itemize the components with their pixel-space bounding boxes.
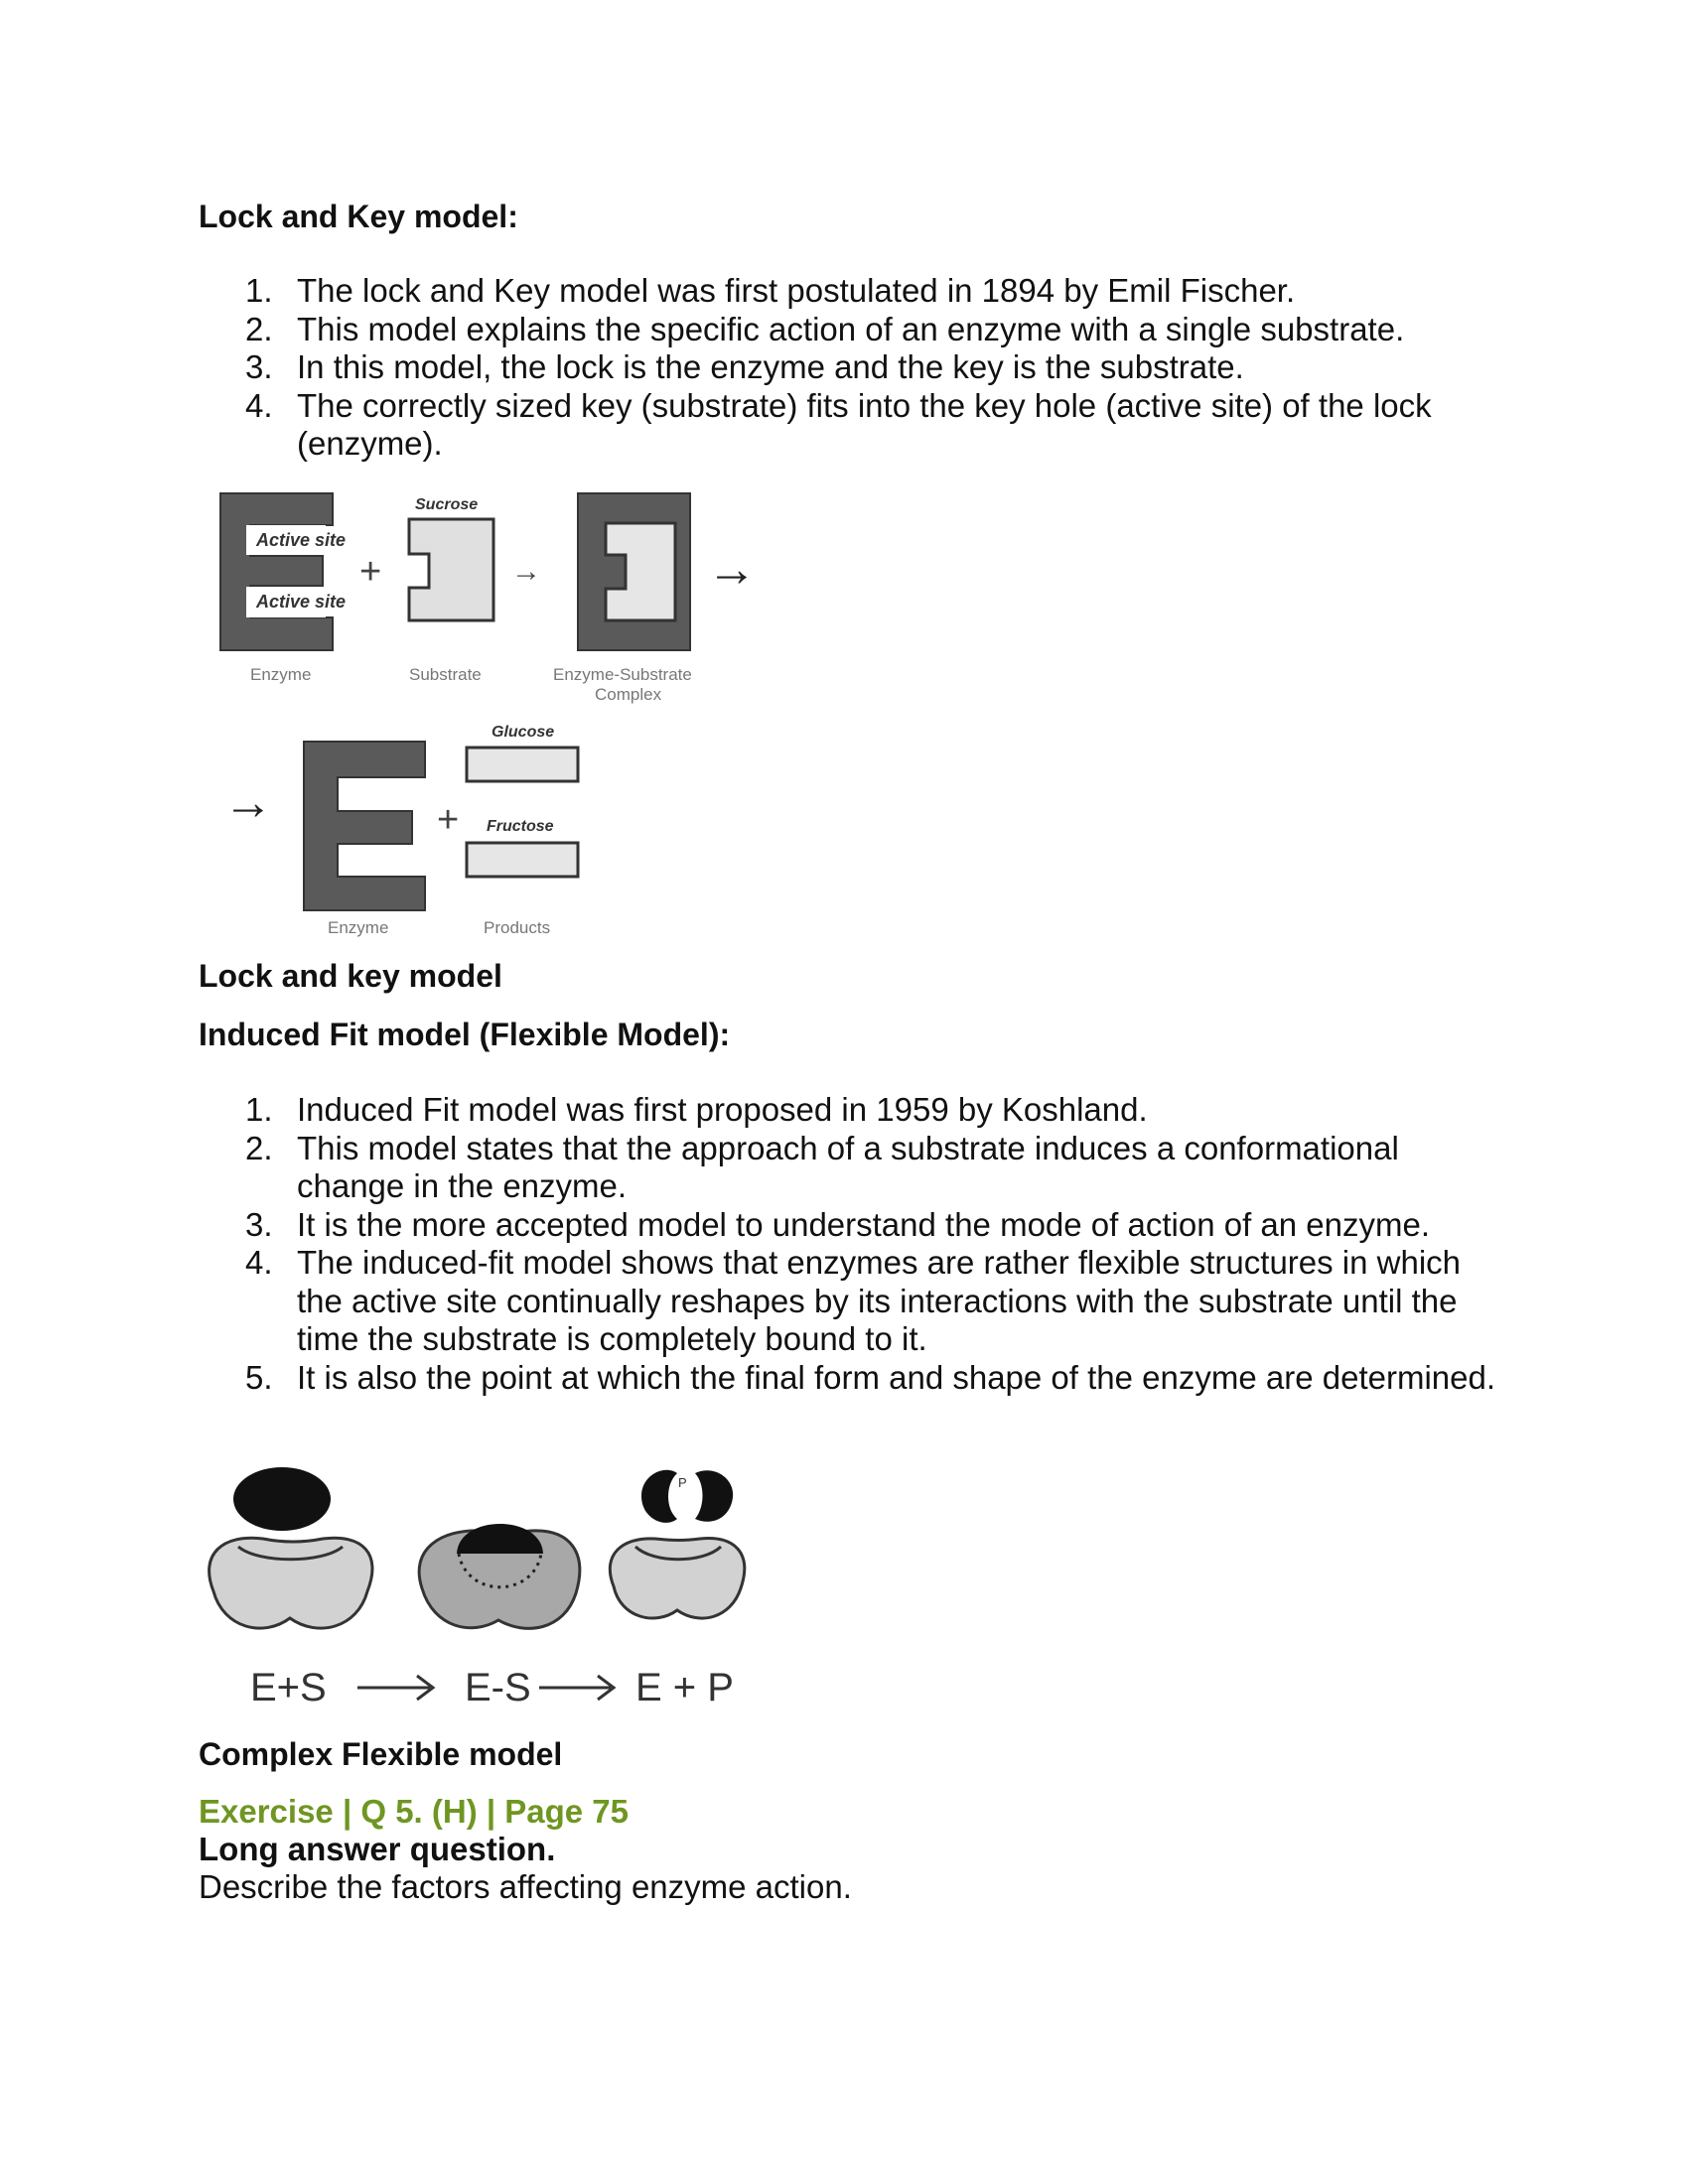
- bound-substrate: [457, 1524, 543, 1554]
- question-text: Describe the factors affecting enzyme action.: [199, 1868, 852, 1905]
- es-label: E+S: [250, 1666, 327, 1709]
- exercise-heading: Exercise | Q 5. (H) | Page 75: [199, 1793, 630, 1830]
- induced-fit-list: [199, 1091, 1509, 1397]
- enzyme-label: Enzyme: [328, 918, 389, 937]
- plus-sign: +: [359, 551, 382, 593]
- plus-sign: +: [437, 799, 460, 841]
- arrow-icon: [539, 1676, 614, 1700]
- induced-fit-diagram: [199, 1459, 774, 1727]
- enzyme-label: Enzyme: [250, 665, 312, 684]
- list-item: [199, 1244, 1509, 1359]
- arrow-icon: →: [223, 774, 273, 830]
- list-item: [199, 1359, 1509, 1398]
- fructose-label: Fructose: [487, 818, 554, 835]
- fructose-product: [467, 843, 578, 877]
- active-site-label: Active site: [256, 530, 347, 550]
- list-text: It is also the point at which the final form and shape of the enzyme are determined.: [297, 1358, 1496, 1396]
- product-p-label: P: [678, 1475, 687, 1490]
- arrow-icon: →: [707, 541, 757, 597]
- list-text: This model states that the approach of a substrate induces a conformational change in the enzyme.: [297, 1129, 1399, 1204]
- list-number: 1.: [245, 272, 273, 309]
- list-number: 3.: [245, 1205, 273, 1243]
- enzyme-blob: [210, 1538, 372, 1628]
- product-piece-right: [695, 1470, 733, 1521]
- list-text: In this model, the lock is the enzyme and the key is the substrate.: [297, 348, 1244, 385]
- figure-caption-lock-and-key: Lock and key model: [199, 958, 502, 994]
- complex-label-line2: Complex: [595, 685, 662, 704]
- list-number: 4.: [245, 1244, 273, 1281]
- list-item: [199, 1130, 1509, 1206]
- active-site-label: Active site: [256, 592, 347, 612]
- substrate-label: Substrate: [409, 665, 482, 684]
- list-item: [199, 348, 1509, 387]
- list-number: 5.: [245, 1358, 273, 1396]
- product-piece-left: [641, 1470, 677, 1523]
- sucrose-label: Sucrose: [415, 496, 479, 513]
- ep-label: E + P: [635, 1666, 734, 1709]
- substrate-shape: [409, 519, 493, 620]
- section-title-lock-and-key: Lock and Key model:: [199, 199, 518, 234]
- released-enzyme-blob: [610, 1538, 744, 1618]
- arrow-icon: [357, 1676, 433, 1700]
- list-number: 4.: [245, 386, 273, 424]
- list-text: Induced Fit model was first proposed in 1959 by Koshland.: [297, 1091, 1148, 1128]
- list-item: [199, 311, 1509, 349]
- list-number: 2.: [245, 1129, 273, 1166]
- list-number: 3.: [245, 348, 273, 385]
- list-item: [199, 387, 1509, 464]
- arrow-icon: →: [511, 555, 541, 588]
- substrate-blob: [233, 1467, 331, 1531]
- list-text: The induced-fit model shows that enzymes are rather flexible structures in which the active site continually reshapes by its interactions with the substrate until the time the substrate is completely bound to it.: [297, 1244, 1462, 1357]
- free-enzyme-shape: [304, 742, 425, 910]
- question-type: Long answer question.: [199, 1831, 556, 1867]
- enzyme-shape: [220, 493, 333, 650]
- complex-es-label: E-S: [465, 1666, 531, 1709]
- complex-label: Enzyme-Substrate: [553, 665, 692, 684]
- lock-and-key-list: [199, 272, 1509, 464]
- lock-and-key-diagram: [199, 481, 794, 948]
- figure-caption-flexible-model: Complex Flexible model: [199, 1736, 563, 1772]
- list-number: 2.: [245, 310, 273, 347]
- list-number: 1.: [245, 1091, 273, 1128]
- list-text: The lock and Key model was first postulated in 1894 by Emil Fischer.: [297, 272, 1296, 309]
- glucose-label: Glucose: [492, 724, 555, 741]
- list-item: [199, 272, 1509, 311]
- glucose-product: [467, 748, 578, 781]
- list-text: The correctly sized key (substrate) fits into the key hole (active site) of the lock (enzyme).: [297, 386, 1432, 462]
- list-item: [199, 1206, 1509, 1245]
- products-label: Products: [484, 918, 551, 937]
- list-item: [199, 1091, 1509, 1130]
- list-text: It is the more accepted model to understand the mode of action of an enzyme.: [297, 1205, 1430, 1243]
- list-text: This model explains the specific action of an enzyme with a single substrate.: [297, 310, 1405, 347]
- section-title-induced-fit: Induced Fit model (Flexible Model):: [199, 1017, 731, 1052]
